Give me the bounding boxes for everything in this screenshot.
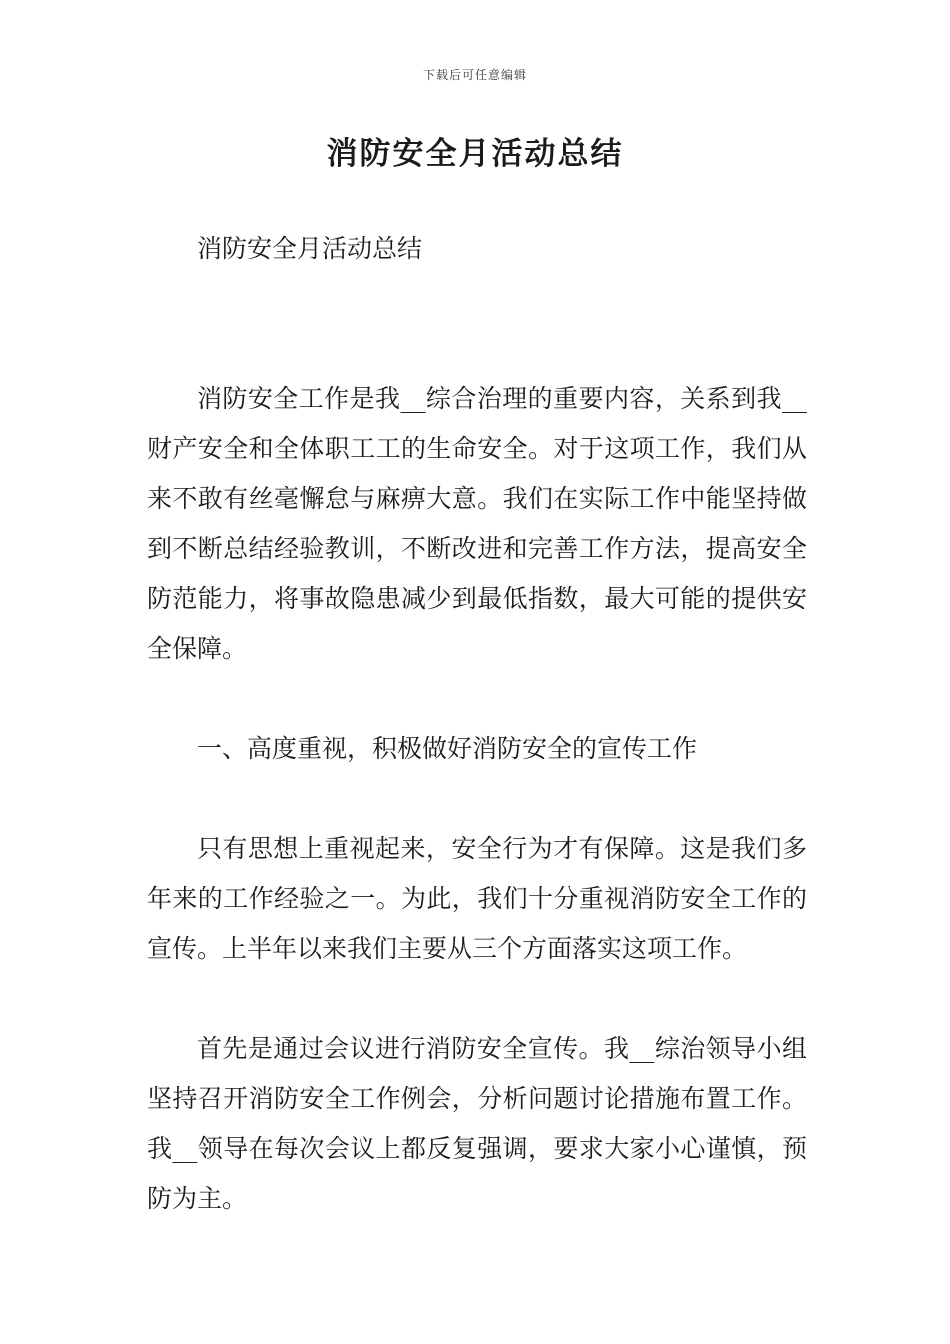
document-body	[147, 224, 807, 1224]
document-title: 消防安全月活动总结	[326, 136, 624, 172]
section-heading: 一、高度重视，积极做好消防安全的宣传工作	[197, 734, 698, 763]
intro-paragraph: 消防安全工作是我__综合治理的重要内容，关系到我__财产安全和全体职工工的生命安全。对于这项工作，我们从来不敢有丝毫懈怠与麻痹大意。我们在实际工作中能坚持做到不断总结经验教训，不断改进和完善工作方法，提高安全防范能力，将事故隐患减少到最低指数，最大可能的提供安全保障。	[147, 384, 807, 663]
body-paragraph: 只有思想上重视起来，安全行为才有保障。这是我们多年来的工作经验之一。为此，我们十分重视消防安全工作的宣传。上半年以来我们主要从三个方面落实这项工作。	[147, 834, 807, 963]
body-paragraph: 首先是通过会议进行消防安全宣传。我__综治领导小组坚持召开消防安全工作例会，分析问题讨论措施布置工作。我__领导在每次会议上都反复强调，要求大家小心谨慎，预防为主。	[147, 1034, 807, 1213]
subtitle-paragraph: 消防安全月活动总结	[197, 234, 423, 263]
header-note: 下载后可任意编辑	[422, 68, 527, 82]
